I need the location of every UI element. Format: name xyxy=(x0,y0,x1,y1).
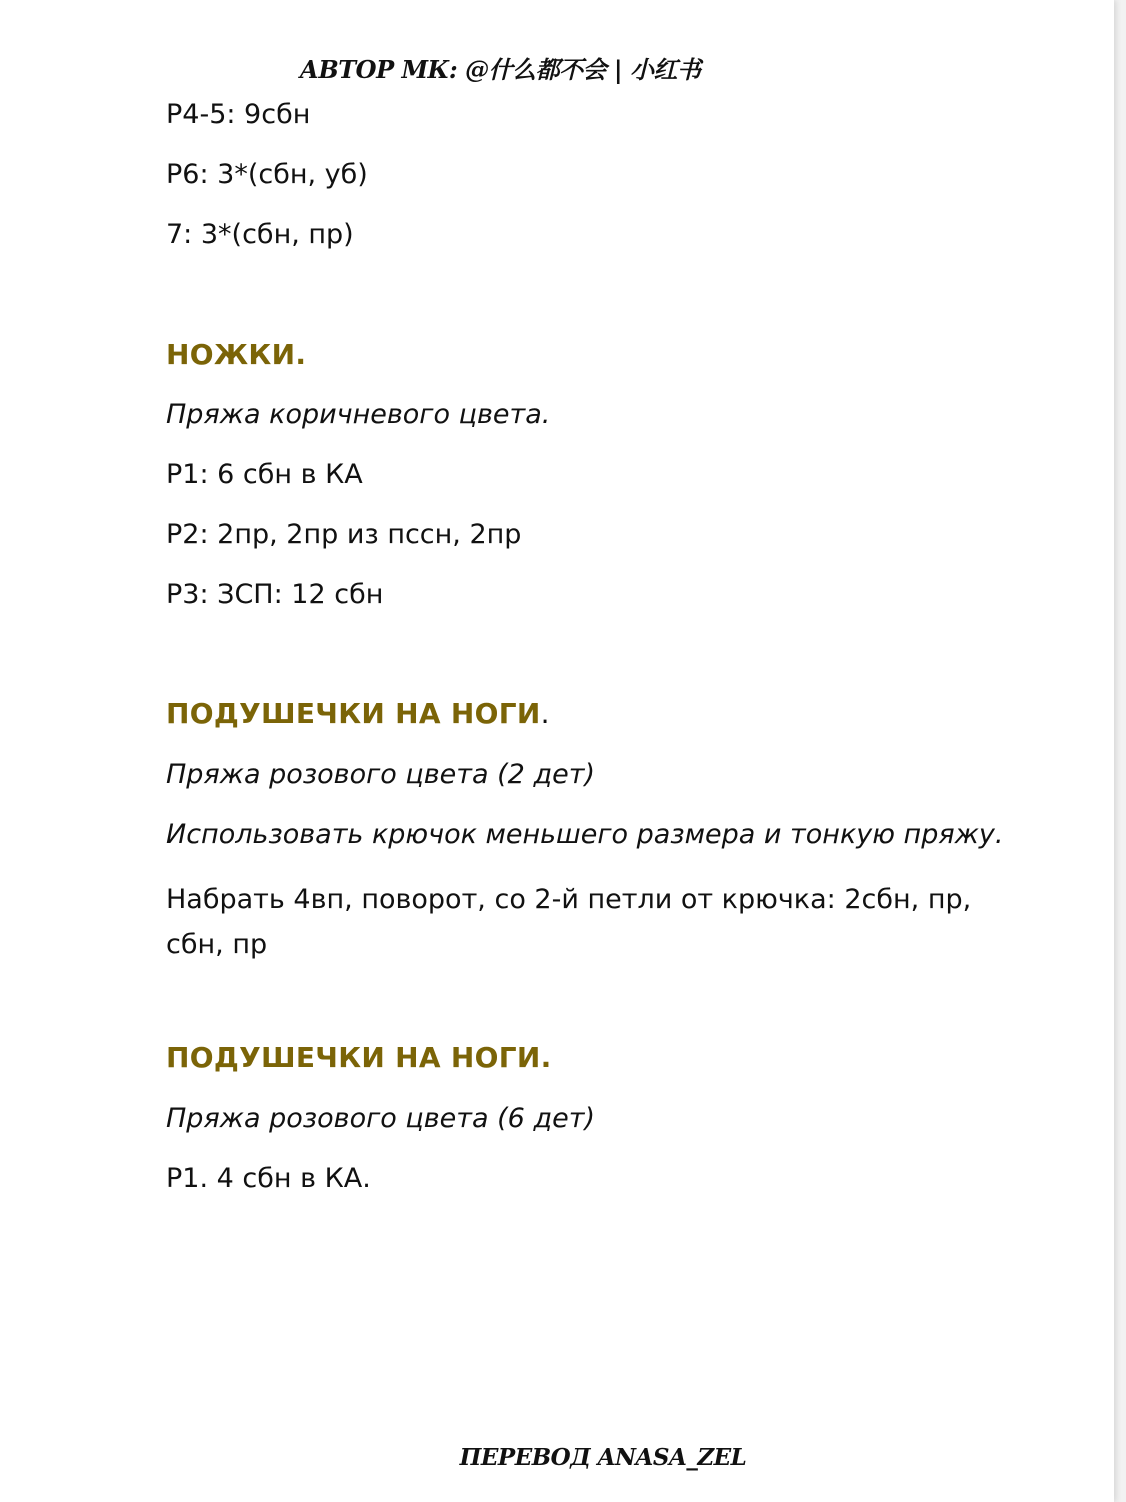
author-header: АВТОР МК: @什么都不会 | 小红书 xyxy=(299,55,701,84)
translator-footer: ПЕРЕВОД ANASA_ZEL xyxy=(459,1444,747,1471)
row-4-5: Р4-5: 9сбн xyxy=(166,99,311,130)
section-pads-instruction: Набрать 4вп, поворот, со 2-й петли от крючка: 2сбн, пр, сбн, пр xyxy=(166,884,972,960)
section-legs-yarn: Пряжа коричневого цвета. xyxy=(166,399,551,430)
section-legs-title: НОЖКИ. xyxy=(166,338,307,371)
section-pads-title xyxy=(166,697,550,730)
section-pads2-row-1: Р1. 4 сбн в КА. xyxy=(166,1163,371,1194)
section-pads2-title: ПОДУШЕЧКИ НА НОГИ. xyxy=(166,1041,552,1074)
section-pads-note: Использовать крючок меньшего размера и тонкую пряжу. xyxy=(166,819,1004,850)
row-6: Р6: 3*(сбн, уб) xyxy=(166,159,368,190)
section-pads-title-dot: . xyxy=(540,697,550,730)
section-legs-row-2: Р2: 2пр, 2пр из пссн, 2пр xyxy=(166,519,522,550)
row-7: 7: 3*(сбн, пр) xyxy=(166,219,354,250)
section-pads-yarn: Пряжа розового цвета (2 дет) xyxy=(166,759,595,790)
section-legs-row-1: Р1: 6 сбн в КА xyxy=(166,459,363,490)
section-pads2-yarn: Пряжа розового цвета (6 дет) xyxy=(166,1103,595,1134)
section-pads-title-text: ПОДУШЕЧКИ НА НОГИ xyxy=(166,697,541,730)
section-legs-row-3: Р3: ЗСП: 12 сбн xyxy=(166,579,384,610)
